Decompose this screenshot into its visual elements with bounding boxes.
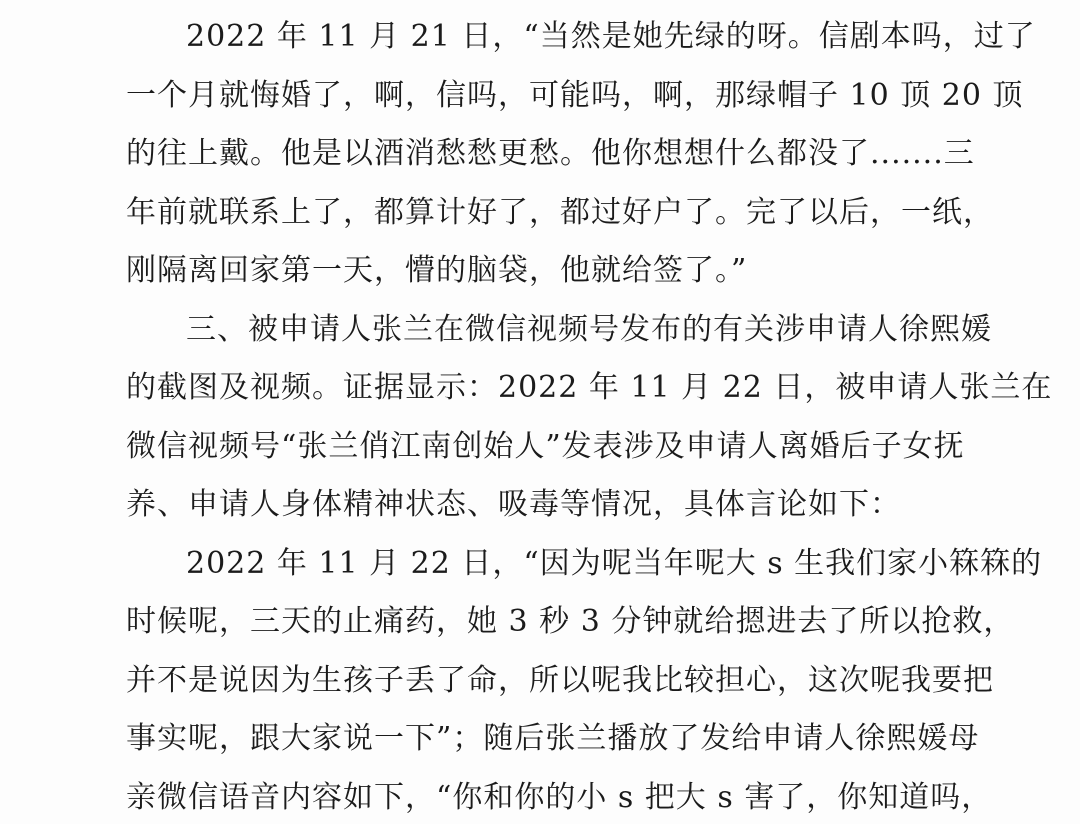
text-line-7: 的截图及视频。证据显示：2022 年 11 月 22 日，被申请人张兰在 (126, 370, 1053, 405)
text-line-8: 微信视频号“张兰俏江南创始人”发表涉及申请人离婚后子女抚 (126, 428, 965, 464)
text-line-14: 亲微信语音内容如下，“你和你的小 s 把大 s 害了，你知道吗， (126, 779, 993, 815)
text-line-10: 2022 年 11 月 22 日，“因为呢当年呢大 s 生我们家小箖箖的 (186, 545, 1043, 581)
text-line-5: 刚隔离回家第一天，懵的脑袋，他就给签了。” (126, 253, 748, 288)
text-line-3: 的往上戴。他是以酒消愁愁更愁。他你想想什么都没了.......三 (126, 136, 975, 171)
text-line-1: 2022 年 11 月 21 日，“当然是她先绿的呀。信剧本吗，过了 (186, 19, 1036, 54)
text-line-13: 事实呢，跟大家说一下”；随后张兰播放了发给申请人徐熙媛母 (126, 721, 980, 756)
document-body (126, 8, 1053, 824)
text-line-11: 时候呢，三天的止痛药，她 3 秒 3 分钟就给摁进去了所以抢救， (126, 604, 1015, 639)
text-line-4: 年前就联系上了，都算计好了，都过好户了。完了以后，一纸， (126, 194, 994, 230)
text-line-9: 养、申请人身体精神状态、吸毒等情况，具体言论如下： (126, 487, 901, 522)
text-line-6: 三、被申请人张兰在微信视频号发布的有关涉申请人徐熙媛 (186, 311, 992, 347)
text-line-12: 并不是说因为生孩子丢了命，所以呢我比较担心，这次呢我要把 (126, 662, 994, 698)
text-line-2: 一个月就悔婚了，啊，信吗，可能吗，啊，那绿帽子 10 顶 20 顶 (126, 77, 1024, 113)
